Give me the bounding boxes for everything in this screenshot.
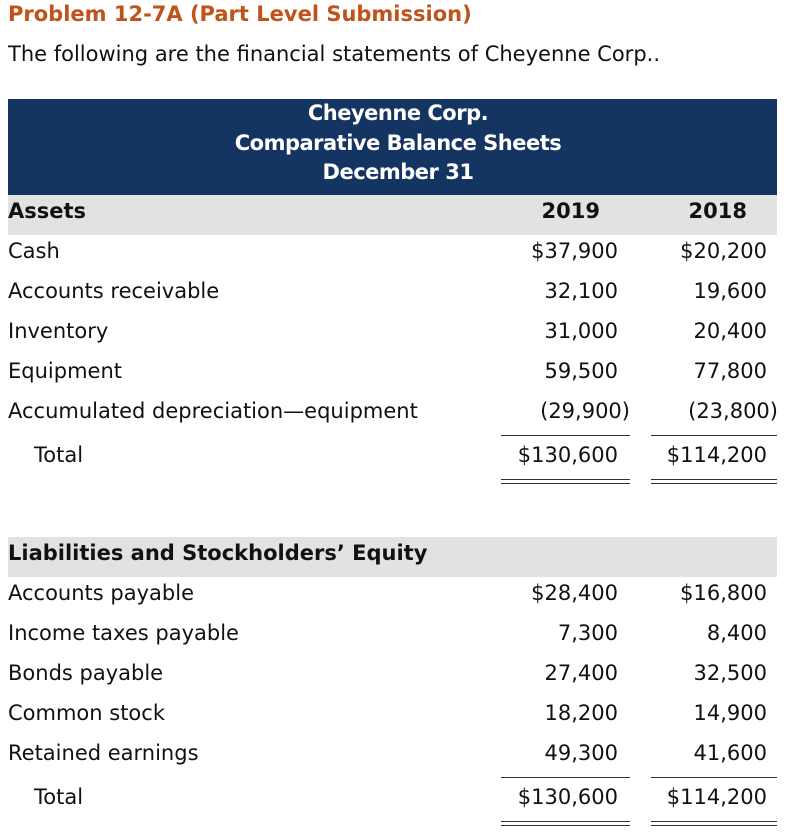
total-double-rule-2019: [501, 821, 630, 826]
value-2019: 27,400: [544, 661, 618, 685]
year-2019-header: 2019: [541, 199, 600, 223]
value-2018: 8,400: [706, 621, 767, 645]
total-double-rule-2018: [651, 479, 777, 484]
value-2019: 18,200: [544, 701, 618, 725]
row-label: Bonds payable: [8, 661, 164, 685]
value-2018: 77,800: [693, 359, 767, 383]
year-2018-header: 2018: [688, 199, 747, 223]
company-name: Cheyenne Corp.: [307, 101, 489, 125]
value-2019: (29,900): [540, 399, 630, 423]
value-2018: 20,400: [693, 319, 767, 343]
total-2018: $114,200: [666, 785, 767, 809]
value-2018: 41,600: [693, 741, 767, 765]
value-2019: 31,000: [544, 319, 618, 343]
value-2018: $16,800: [680, 581, 767, 605]
total-2018: $114,200: [666, 443, 767, 467]
value-2019: 49,300: [544, 741, 618, 765]
row-label: Inventory: [8, 319, 109, 343]
value-2018: (23,800): [688, 399, 778, 423]
liabilities-heading: Liabilities and Stockholders’ Equity: [8, 541, 428, 565]
value-2019: 32,100: [544, 279, 618, 303]
value-2019: $28,400: [531, 581, 618, 605]
total-double-rule-2018: [651, 821, 777, 826]
statement-header: [8, 99, 777, 195]
value-2018: 19,600: [693, 279, 767, 303]
total-2019: $130,600: [517, 785, 618, 809]
total-label: Total: [34, 785, 84, 809]
value-2019: 59,500: [544, 359, 618, 383]
statement-date: December 31: [322, 160, 474, 184]
row-label: Retained earnings: [8, 741, 199, 765]
row-label: Cash: [8, 239, 60, 263]
problem-intro: The following are the financial statements of Cheyenne Corp..: [8, 42, 660, 66]
total-double-rule-2019: [501, 479, 630, 484]
value-2019: $37,900: [531, 239, 618, 263]
statement-name: Comparative Balance Sheets: [234, 131, 562, 155]
value-2018: 14,900: [693, 701, 767, 725]
problem-title: Problem 12-7A (Part Level Submission): [8, 2, 472, 26]
row-label: Accounts receivable: [8, 279, 220, 303]
value-2018: 32,500: [693, 661, 767, 685]
row-label: Accounts payable: [8, 581, 194, 605]
assets-heading: Assets: [8, 199, 87, 223]
total-2019: $130,600: [517, 443, 618, 467]
row-label: Equipment: [8, 359, 122, 383]
row-label: Accumulated depreciation—equipment: [8, 399, 418, 423]
value-2018: $20,200: [680, 239, 767, 263]
row-label: Income taxes payable: [8, 621, 239, 645]
row-label: Common stock: [8, 701, 165, 725]
value-2019: 7,300: [557, 621, 618, 645]
total-label: Total: [34, 443, 84, 467]
